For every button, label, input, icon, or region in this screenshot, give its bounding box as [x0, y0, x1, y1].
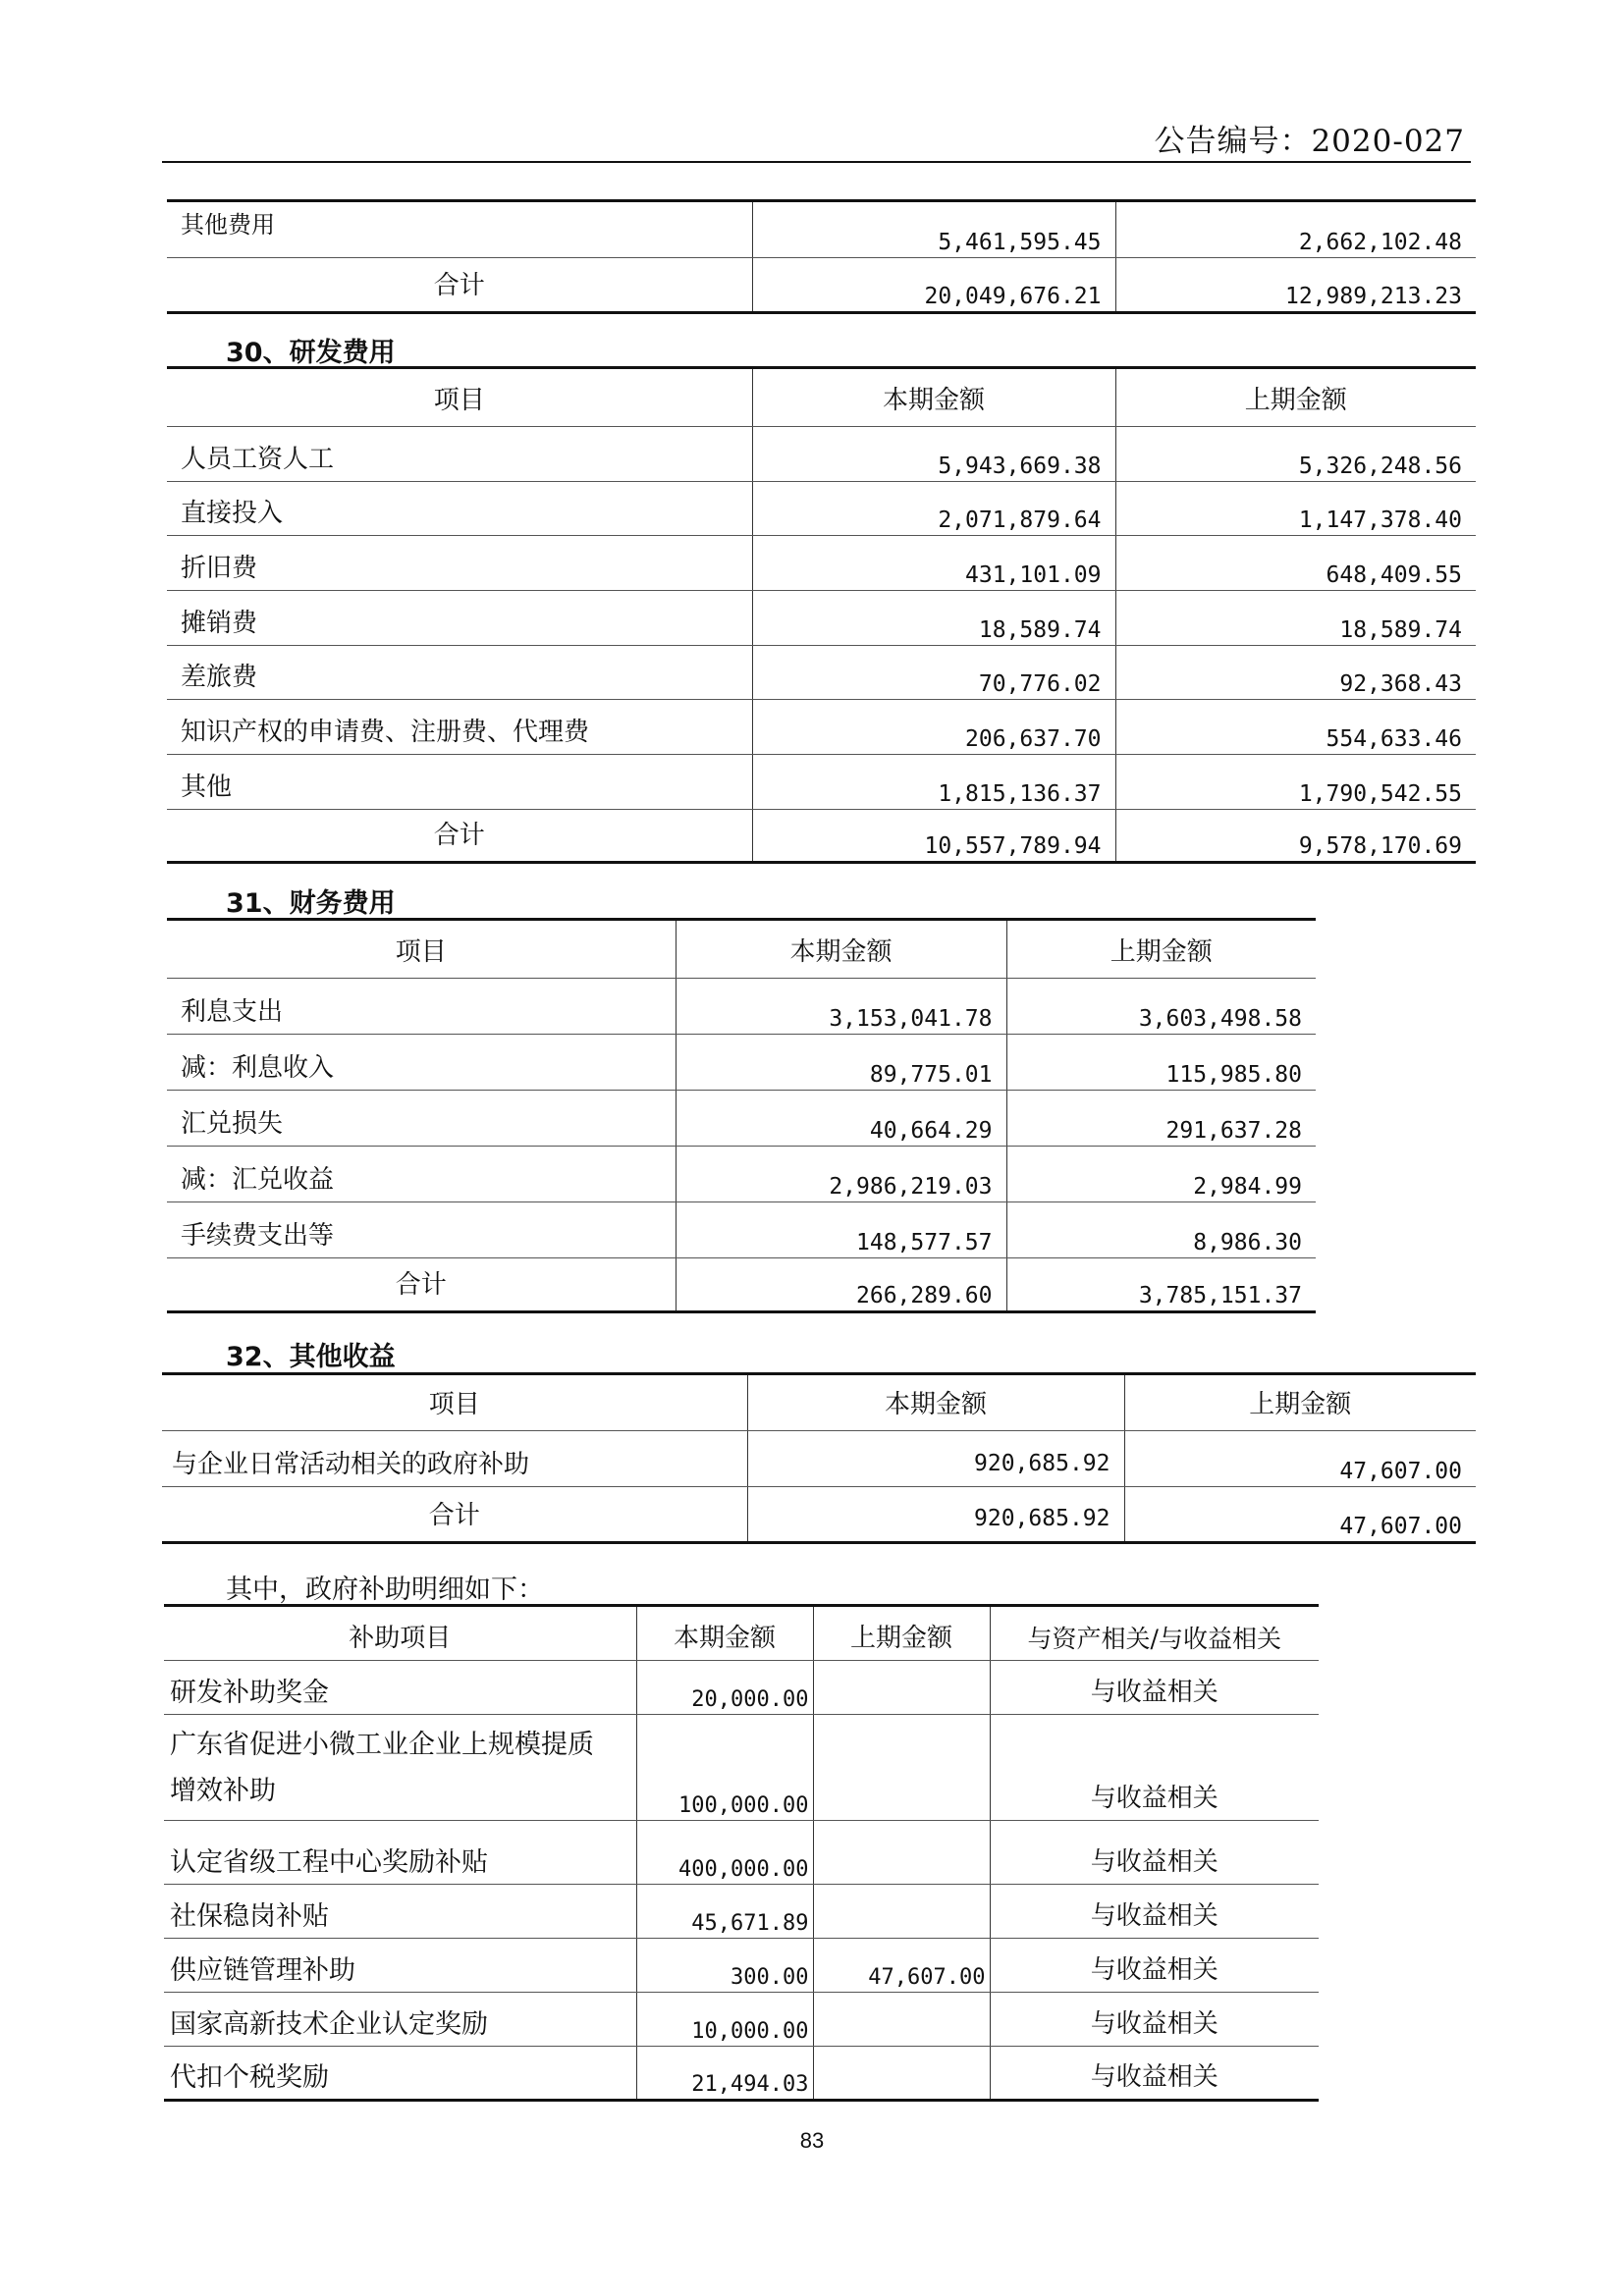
top-table — [167, 199, 1476, 314]
row-prior — [813, 1885, 990, 1939]
table-row — [167, 427, 1476, 482]
row-current: 920,685.92 — [747, 1431, 1124, 1487]
col-header-current: 本期金额 — [636, 1606, 813, 1661]
row-item: 国家高新技术企业认定奖励 — [164, 1993, 636, 2047]
table-row — [167, 646, 1476, 700]
col-header-current: 本期金额 — [676, 920, 1006, 979]
col-header-prior: 上期金额 — [1124, 1374, 1476, 1431]
row-item: 汇兑损失 — [167, 1091, 676, 1147]
total-prior: 47,607.00 — [1124, 1487, 1476, 1543]
row-item-line2: 增效补助 — [170, 1775, 276, 1806]
total-label: 合计 — [162, 1487, 747, 1543]
row-current: 206,637.70 — [752, 700, 1115, 755]
row-item: 供应链管理补助 — [164, 1939, 636, 1993]
row-prior: 648,409.55 — [1115, 536, 1476, 591]
row-current: 300.00 — [636, 1939, 813, 1993]
row-item: 利息支出 — [167, 979, 676, 1035]
row-current: 40,664.29 — [676, 1091, 1006, 1147]
table-row — [164, 1661, 1319, 1715]
row-item — [164, 1715, 636, 1821]
row-prior: 18,589.74 — [1115, 591, 1476, 646]
row-item: 认定省级工程中心奖励补贴 — [164, 1821, 636, 1885]
row-current: 2,986,219.03 — [676, 1147, 1006, 1202]
row-item: 代扣个税奖励 — [164, 2047, 636, 2101]
row-item: 折旧费 — [167, 536, 752, 591]
row-item: 研发补助奖金 — [164, 1661, 636, 1715]
row-item: 其他 — [167, 755, 752, 810]
col-header-current: 本期金额 — [747, 1374, 1124, 1431]
row-prior: 5,326,248.56 — [1115, 427, 1476, 482]
total-prior: 9,578,170.69 — [1115, 810, 1476, 863]
row-prior — [813, 1715, 990, 1821]
col-header-item: 项目 — [167, 368, 752, 427]
row-current: 431,101.09 — [752, 536, 1115, 591]
row-prior: 47,607.00 — [1124, 1431, 1476, 1487]
table-row — [167, 1091, 1316, 1147]
row-item: 知识产权的申请费、注册费、代理费 — [167, 700, 752, 755]
row-prior: 2,662,102.48 — [1115, 201, 1476, 258]
row-prior: 115,985.80 — [1006, 1035, 1316, 1091]
row-type: 与收益相关 — [990, 1939, 1319, 1993]
row-current: 2,071,879.64 — [752, 482, 1115, 536]
row-type: 与收益相关 — [990, 1715, 1319, 1821]
header-rule — [162, 161, 1471, 163]
total-row — [167, 258, 1476, 313]
row-current: 21,494.03 — [636, 2047, 813, 2101]
header-row — [162, 1374, 1476, 1431]
row-type: 与收益相关 — [990, 1885, 1319, 1939]
row-current: 89,775.01 — [676, 1035, 1006, 1091]
table-row — [167, 1035, 1316, 1091]
row-prior: 47,607.00 — [813, 1939, 990, 1993]
row-current: 148,577.57 — [676, 1202, 1006, 1258]
total-label: 合计 — [167, 1258, 676, 1312]
row-item: 与企业日常活动相关的政府补助 — [162, 1431, 747, 1487]
col-header-prior: 上期金额 — [813, 1606, 990, 1661]
table-row — [167, 201, 1476, 258]
header-row — [167, 368, 1476, 427]
row-current: 100,000.00 — [636, 1715, 813, 1821]
col-header-prior: 上期金额 — [1006, 920, 1316, 979]
row-item: 摊销费 — [167, 591, 752, 646]
row-current: 5,943,669.38 — [752, 427, 1115, 482]
col-header-type: 与资产相关/与收益相关 — [990, 1606, 1319, 1661]
table-row — [162, 1431, 1476, 1487]
header-row — [167, 920, 1316, 979]
total-current: 20,049,676.21 — [752, 258, 1115, 313]
section-title-finance: 31、财务费用 — [226, 888, 396, 919]
row-item: 手续费支出等 — [167, 1202, 676, 1258]
row-current: 5,461,595.45 — [752, 201, 1115, 258]
finance-expense-table — [167, 918, 1316, 1313]
row-current: 70,776.02 — [752, 646, 1115, 700]
rd-table-block — [167, 366, 1476, 864]
row-current: 400,000.00 — [636, 1821, 813, 1885]
row-prior: 291,637.28 — [1006, 1091, 1316, 1147]
row-current: 3,153,041.78 — [676, 979, 1006, 1035]
col-header-item: 补助项目 — [164, 1606, 636, 1661]
row-prior: 554,633.46 — [1115, 700, 1476, 755]
row-current: 18,589.74 — [752, 591, 1115, 646]
table-row — [164, 1939, 1319, 1993]
total-current: 266,289.60 — [676, 1258, 1006, 1312]
row-item: 人员工资人工 — [167, 427, 752, 482]
total-row — [162, 1487, 1476, 1543]
row-item-line1: 广东省促进小微工业企业上规模提质 — [170, 1729, 594, 1760]
row-prior: 3,603,498.58 — [1006, 979, 1316, 1035]
row-item: 其他费用 — [167, 201, 752, 258]
total-row — [167, 810, 1476, 863]
subsidy-detail-table — [164, 1604, 1319, 2102]
total-label: 合计 — [167, 258, 752, 313]
total-prior: 12,989,213.23 — [1115, 258, 1476, 313]
row-item: 社保稳岗补贴 — [164, 1885, 636, 1939]
total-label: 合计 — [167, 810, 752, 863]
row-prior: 1,147,378.40 — [1115, 482, 1476, 536]
total-prior: 3,785,151.37 — [1006, 1258, 1316, 1312]
row-item: 减：汇兑收益 — [167, 1147, 676, 1202]
row-type: 与收益相关 — [990, 1993, 1319, 2047]
page-number: 83 — [799, 2128, 825, 2153]
subsidy-table-block — [164, 1604, 1319, 2102]
row-prior — [813, 1993, 990, 2047]
row-prior: 1,790,542.55 — [1115, 755, 1476, 810]
table-row — [167, 700, 1476, 755]
header-row — [164, 1606, 1319, 1661]
finance-table-block — [167, 918, 1316, 1313]
col-header-item: 项目 — [167, 920, 676, 979]
row-prior: 2,984.99 — [1006, 1147, 1316, 1202]
row-current: 1,815,136.37 — [752, 755, 1115, 810]
row-item: 减：利息收入 — [167, 1035, 676, 1091]
section-title-other-income: 32、其他收益 — [226, 1342, 396, 1372]
table-row — [167, 1202, 1316, 1258]
subsidy-intro: 其中，政府补助明细如下： — [226, 1575, 544, 1605]
table-row — [164, 1885, 1319, 1939]
row-current: 20,000.00 — [636, 1661, 813, 1715]
col-header-item: 项目 — [162, 1374, 747, 1431]
total-current: 920,685.92 — [747, 1487, 1124, 1543]
table-row — [167, 1147, 1316, 1202]
row-prior — [813, 1661, 990, 1715]
col-header-current: 本期金额 — [752, 368, 1115, 427]
section-title-rd: 30、研发费用 — [226, 338, 396, 368]
row-prior — [813, 2047, 990, 2101]
row-item: 差旅费 — [167, 646, 752, 700]
col-header-prior: 上期金额 — [1115, 368, 1476, 427]
other-income-table-block — [162, 1372, 1476, 1544]
total-row — [167, 1258, 1316, 1312]
table-row — [167, 482, 1476, 536]
row-item: 直接投入 — [167, 482, 752, 536]
table-row — [164, 1821, 1319, 1885]
row-prior: 92,368.43 — [1115, 646, 1476, 700]
table-row — [167, 979, 1316, 1035]
announcement-number: 公告编号：2020-027 — [1154, 124, 1465, 159]
top-table-block — [167, 199, 1476, 314]
row-type: 与收益相关 — [990, 2047, 1319, 2101]
row-current: 45,671.89 — [636, 1885, 813, 1939]
row-prior: 8,986.30 — [1006, 1202, 1316, 1258]
other-income-table — [162, 1372, 1476, 1544]
table-row — [164, 1715, 1319, 1821]
table-row — [164, 2047, 1319, 2101]
row-type: 与收益相关 — [990, 1821, 1319, 1885]
table-row — [164, 1993, 1319, 2047]
row-type: 与收益相关 — [990, 1661, 1319, 1715]
row-current: 10,000.00 — [636, 1993, 813, 2047]
table-row — [167, 755, 1476, 810]
table-row — [167, 536, 1476, 591]
table-row — [167, 591, 1476, 646]
rd-expense-table — [167, 366, 1476, 864]
total-current: 10,557,789.94 — [752, 810, 1115, 863]
row-prior — [813, 1821, 990, 1885]
